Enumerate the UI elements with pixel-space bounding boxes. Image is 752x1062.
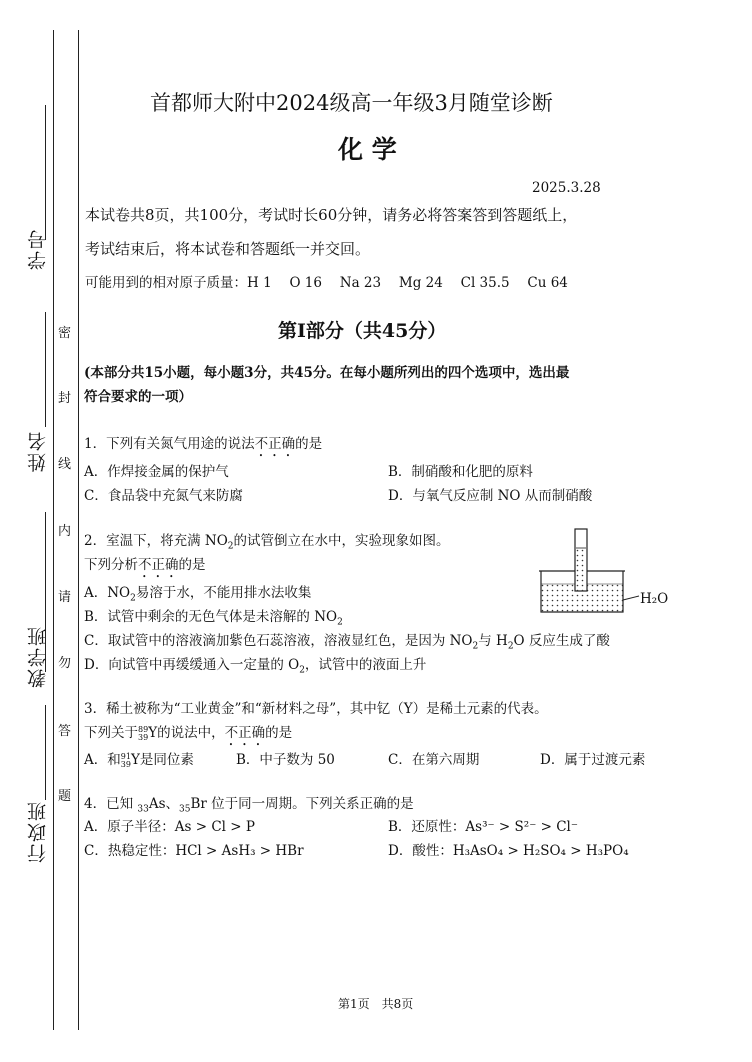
seal-char-2: 封 <box>58 391 72 406</box>
q4-option-b: B．还原性：As³⁻ > S²⁻ > Cl⁻ <box>388 819 578 835</box>
page-number: 第1页 共8页 <box>338 997 414 1011</box>
seal-char-1: 密 <box>58 326 72 341</box>
q4-option-c: C．热稳定性：HCl > AsH₃ > HBr <box>84 843 304 859</box>
instructions-line-2: 考试结束后，将本试卷和答题纸一并交回。 <box>85 240 371 258</box>
name-underline <box>45 312 46 427</box>
seal-char-3: 线 <box>58 457 72 472</box>
atomic-masses: 可能用到的相对原子质量：H 1 O 16 Na 23 Mg 24 Cl 35.5 Cu 64 <box>85 275 568 291</box>
q2-stem-1: 2．室温下，将充满 $NO_2$的试管倒立在水中，实验现象如图。 <box>84 533 450 552</box>
section-note-line-1: (本部分共15小题，每小题3分，共45分。在每小题所列出的四个选项中，选出最 <box>84 365 570 381</box>
q2-figure-label: H₂O <box>640 591 669 607</box>
q3-option-b: B．中子数为 50 <box>236 752 335 768</box>
admin-class-label: 行政班 <box>27 800 49 863</box>
teaching-class-label: 教学班 <box>27 625 49 688</box>
q2-option-a: A．$NO_2$易溶于水，不能用排水法收集 <box>84 585 312 604</box>
q2-option-b: B．试管中剩余的无色气体是未溶解的 $NO_2$ <box>84 609 343 628</box>
seal-char-6: 勿 <box>58 656 72 671</box>
name-label: 姓名 <box>27 430 49 472</box>
section-title: 第Ⅰ部分（共45分） <box>278 320 447 342</box>
q4-stem: 4．已知 $_{33}$As、$_{35}$Br 位于同一周期。下列关系正确的是 <box>84 796 414 815</box>
q4-option-a: A．原子半径：As > Cl > P <box>84 819 255 835</box>
q3-stem-2: 下列关于 89 39 Y的说法中，不正确的是 <box>84 724 293 742</box>
seal-char-5: 请 <box>58 590 72 605</box>
q1-option-d: D．与氧气反应制 NO 从而制硝酸 <box>388 488 593 504</box>
q1-option-c: C．食品袋中充氮气来防腐 <box>84 488 243 504</box>
q3-emphasis: 不正确 <box>224 725 266 741</box>
q1-option-b: B．制硝酸和化肥的原料 <box>388 464 533 480</box>
q3-option-c: C．在第六周期 <box>388 752 480 768</box>
q4-option-d: D．酸性：H₃AsO₄ > H₂SO₄ > H₃PO₄ <box>388 843 629 859</box>
q3-option-a: A．和 91 39 Y是同位素 <box>84 751 194 769</box>
q2-option-d: D．向试管中再缓缓通入一定量的 $O_2$，试管中的液面上升 <box>84 657 427 676</box>
seal-char-4: 内 <box>58 524 72 539</box>
binding-line-right <box>78 30 79 1030</box>
q3-option-d: D．属于过渡元素 <box>540 752 646 768</box>
admin-class-underline <box>45 705 46 800</box>
student-id-label: 学号 <box>27 228 49 270</box>
exam-title: 首都师大附中2024级高一年级3月随堂诊断 <box>150 91 553 115</box>
exam-date: 2025.3.28 <box>532 180 601 196</box>
q3-stem-1: 3．稀土被称为“工业黄金”和“新材料之母”，其中钇（Y）是稀土元素的代表。 <box>84 701 548 717</box>
q2-stem-2: 下列分析不正确的是 <box>84 557 206 573</box>
q2-emphasis: 不正确 <box>138 557 179 573</box>
binding-line-left <box>53 30 54 1030</box>
q1-option-a: A．作焊接金属的保护气 <box>84 464 229 480</box>
seal-char-7: 答 <box>58 724 72 739</box>
student-id-underline <box>45 105 46 240</box>
q1-stem: 1．下列有关氮气用途的说法不正确的是 <box>84 436 323 452</box>
instructions-line-1: 本试卷共8页，共100分，考试时长60分钟，请务必将答案答到答题纸上， <box>85 206 578 224</box>
q2-option-c: C．取试管中的溶液滴加紫色石蕊溶液，溶液显红色，是因为 $NO_2$与 $H_2O$ 反应生成了酸 <box>84 633 610 652</box>
seal-char-8: 题 <box>58 789 72 804</box>
subject-title: 化 学 <box>338 135 397 164</box>
section-note-line-2: 符合要求的一项） <box>84 389 192 405</box>
q1-emphasis: 不正确 <box>254 436 296 452</box>
